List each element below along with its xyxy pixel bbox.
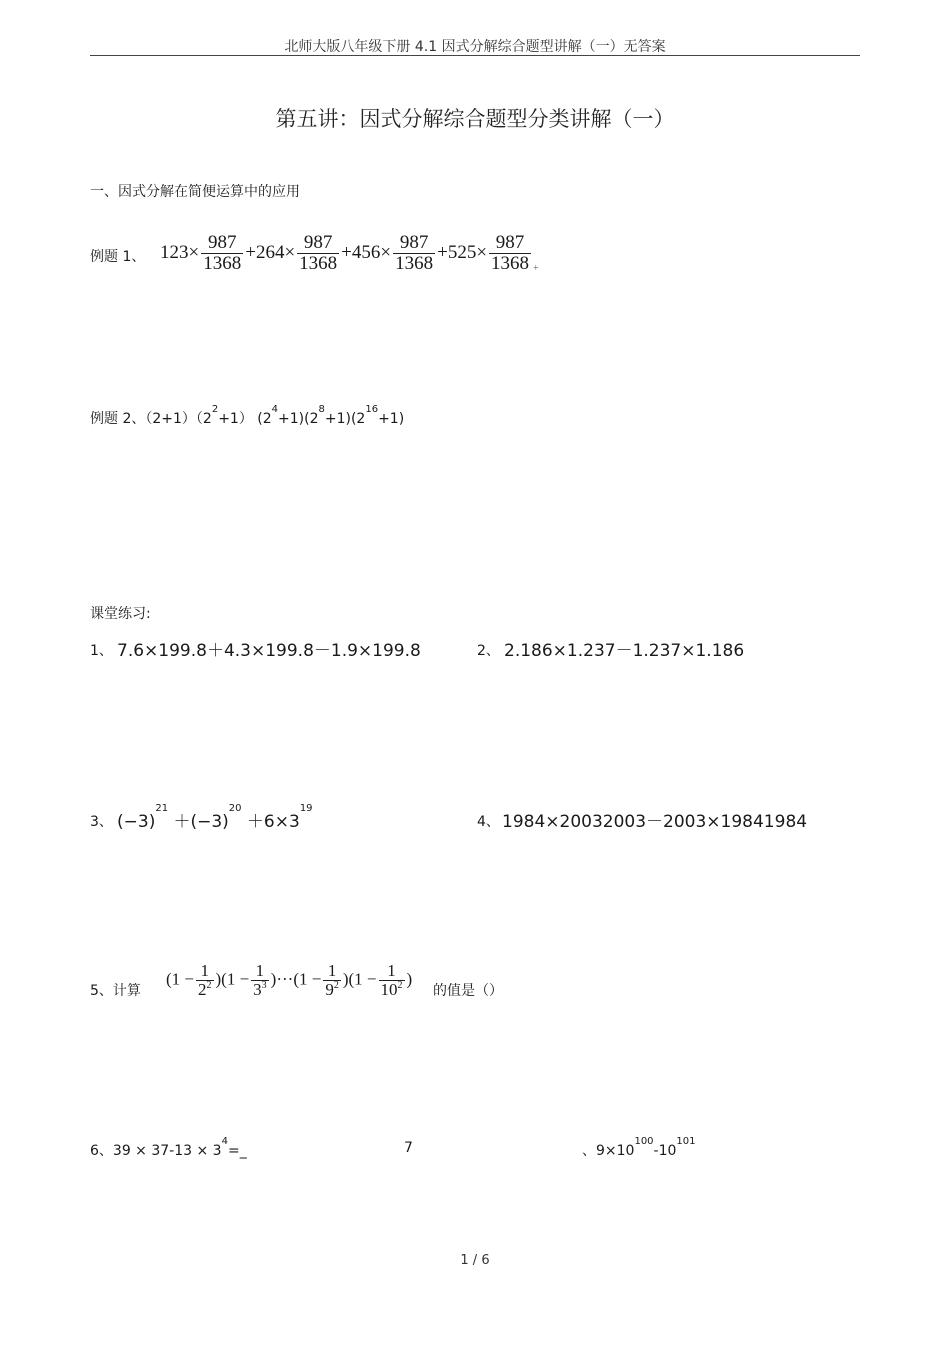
- ex1-numerator-2: 987: [297, 233, 339, 254]
- ex1-fraction-2: [297, 233, 339, 274]
- p7-mid: -10: [653, 1143, 677, 1159]
- practice-6: [90, 1136, 247, 1160]
- practice-7-label: 7: [404, 1140, 413, 1156]
- p5-fraction-3: [323, 962, 341, 999]
- example-2-part-e: +1): [378, 411, 405, 427]
- p5-fraction-1: [196, 962, 214, 999]
- ex1-denominator-3: 1368: [395, 253, 434, 274]
- p3-part-a: (−3): [117, 812, 156, 832]
- p5-fraction-2: [251, 962, 269, 999]
- ex1-times-3: ×: [380, 241, 392, 263]
- ex1-coef-2: 264: [255, 241, 285, 263]
- page-title: 第五讲：因式分解综合题型分类讲解（一）: [275, 107, 675, 131]
- example-2-part-b: +1） (2: [218, 411, 272, 427]
- ex1-numerator-4: 987: [489, 233, 531, 254]
- practice-1-label: 1、: [90, 643, 113, 659]
- example-2-part-a: （2+1）（2: [145, 411, 212, 427]
- ex1-fraction-1: [201, 233, 243, 274]
- ex1-end-mark: +: [533, 263, 539, 274]
- p5-f4-num: 1: [379, 962, 405, 981]
- example-2-part-c: +1)(2: [278, 411, 319, 427]
- ex1-coef-4: 525: [447, 241, 477, 263]
- example-2-exp-c: 8: [318, 404, 325, 415]
- p5-f3-exp: 2: [333, 980, 339, 991]
- page-number: 1 / 6: [460, 1253, 490, 1268]
- practice-7-expression: [582, 1136, 696, 1160]
- practice-4-label: 4、: [477, 814, 500, 830]
- ex1-coef-1: 123: [160, 241, 189, 263]
- example-2-label: 例题 2、: [90, 411, 146, 427]
- p3-exp-2: 20: [228, 803, 242, 814]
- ex1-denominator-2: 1368: [299, 253, 338, 274]
- p5-f1-den: 2: [198, 980, 207, 999]
- practice-3-expression: [117, 803, 313, 832]
- ex1-fraction-4: [489, 233, 531, 274]
- p7-exp-2: 101: [676, 1136, 696, 1147]
- ex1-numerator-3: 987: [393, 233, 435, 254]
- practice-6-exp: 4: [221, 1136, 228, 1147]
- p5-f4-exp: 2: [397, 980, 403, 991]
- p5-open: (1 −: [166, 969, 194, 989]
- practice-2-expression: 2.186×1.237－1.237×1.186: [504, 641, 745, 661]
- practice-6-blank: =_: [227, 1143, 247, 1159]
- p5-mid-2: )(1 −: [342, 969, 377, 989]
- section-heading-1: 一、因式分解在简便运算中的应用: [90, 184, 300, 200]
- p5-f4-den: 10: [380, 980, 398, 999]
- p5-f2-exp: 3: [261, 980, 267, 991]
- p5-f3-den: 9: [325, 980, 334, 999]
- practice-6-expression: 39 × 37-13 × 3: [112, 1143, 222, 1159]
- example-2-exp-a: 2: [211, 404, 219, 415]
- practice-5-tail: 的值是（）: [433, 983, 503, 999]
- p5-f2-den-wrap: [251, 981, 269, 999]
- p3-exp-3: 19: [299, 803, 313, 814]
- ex1-plus-1: +: [245, 241, 256, 263]
- p3-part-b: ＋(−3): [168, 812, 229, 832]
- practice-4-expression: 1984×20032003－2003×19841984: [502, 812, 808, 832]
- page-header: 北师大版八年级下册 4.1 因式分解综合题型讲解（一）无答案: [284, 39, 666, 55]
- practice-1-expression: 7.6×199.8＋4.3×199.8－1.9×199.8: [117, 641, 421, 661]
- ex1-coef-3: 456: [351, 241, 381, 263]
- example-1-expression: [160, 233, 539, 274]
- p5-dots: )···(1 −: [270, 969, 322, 989]
- ex1-fraction-3: [393, 233, 435, 274]
- practice-5-expression: [166, 962, 412, 999]
- ex1-denominator-4: 1368: [491, 253, 530, 274]
- ex1-times-1: ×: [188, 241, 200, 263]
- p3-exp-1: 21: [155, 803, 169, 814]
- p3-part-c: ＋6×3: [241, 812, 300, 832]
- p5-f1-exp: 2: [206, 980, 212, 991]
- practice-5-label: 5、计算: [90, 983, 141, 999]
- example-2: [90, 404, 405, 428]
- p5-close: ): [406, 969, 413, 989]
- p5-f1-num: 1: [196, 962, 214, 981]
- example-2-part-d: +1)(2: [324, 411, 366, 427]
- p5-f4-den-wrap: [379, 981, 405, 999]
- ex1-times-4: ×: [476, 241, 488, 263]
- practice-2-label: 2、: [477, 643, 500, 659]
- practice-3-label: 3、: [90, 814, 113, 830]
- ex1-plus-2: +: [341, 241, 352, 263]
- example-2-exp-d: 16: [365, 404, 379, 415]
- p7-prefix: 、9×10: [582, 1143, 635, 1159]
- p5-mid-1: )(1 −: [215, 969, 250, 989]
- ex1-denominator-1: 1368: [203, 253, 242, 274]
- practice-6-label: 6、: [90, 1143, 113, 1159]
- p5-f2-num: 1: [251, 962, 269, 981]
- practice-heading: 课堂练习:: [90, 606, 151, 622]
- p5-f3-den-wrap: [323, 981, 341, 999]
- example-2-exp-b: 4: [271, 404, 279, 415]
- p5-f1-den-wrap: [196, 981, 214, 999]
- example-1-label: 例题 1、: [90, 249, 146, 265]
- header-rule: [90, 55, 860, 56]
- p7-exp-1: 100: [634, 1136, 654, 1147]
- p5-f2-den: 3: [253, 980, 262, 999]
- p5-f3-num: 1: [323, 962, 341, 981]
- ex1-plus-3: +: [437, 241, 448, 263]
- p5-fraction-4: [379, 962, 405, 999]
- ex1-times-2: ×: [284, 241, 296, 263]
- ex1-numerator-1: 987: [201, 233, 243, 254]
